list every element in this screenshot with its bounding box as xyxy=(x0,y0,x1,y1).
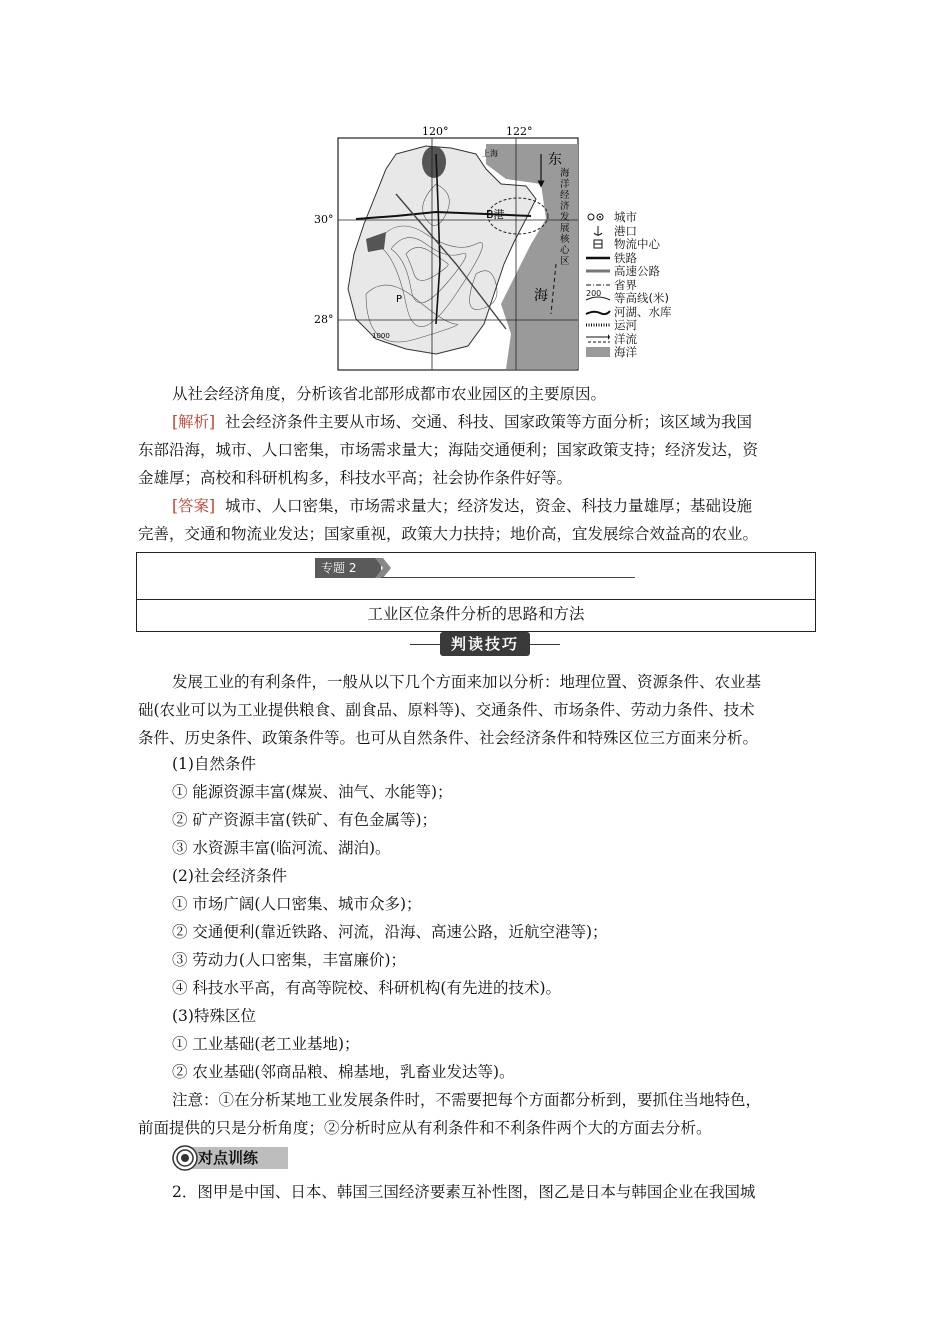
legend-label: 海洋 xyxy=(614,345,637,359)
list-item: ④ 科技水平高，有高等院校、科研机构(有先进的技术)。 xyxy=(172,979,562,997)
note-line-1: 注意：①在分析某地工业发展条件时，不需要把每个方面都分析到，要抓住当地特色， xyxy=(172,1091,762,1109)
legend-label: 铁路 xyxy=(614,250,637,265)
legend-label: 物流中心 xyxy=(614,237,660,251)
list-item: ② 矿产资源丰富(铁矿、有色金属等)； xyxy=(172,811,438,829)
list-item: ① 能源资源丰富(煤炭、油气、水能等)； xyxy=(172,783,453,801)
topic-rule xyxy=(381,577,635,578)
list-item: (2)社会经济条件 xyxy=(172,867,287,885)
legend-contour-value: 200 xyxy=(586,289,602,298)
legend-label: 等高线(米) xyxy=(614,291,669,305)
list-item: ② 农业基础(邻商品粮、棉基地，乳畜业发达等)。 xyxy=(172,1063,515,1081)
highway-icon xyxy=(586,265,610,277)
current-icon xyxy=(586,333,610,345)
legend-label: 高速公路 xyxy=(614,264,660,278)
legend-label: 运河 xyxy=(614,318,637,332)
skill-header xyxy=(410,632,560,658)
training-header-label: 对点训练 xyxy=(186,1147,288,1169)
canal-icon xyxy=(586,319,610,331)
intro-line-2: 础(农业可以为工业提供粮食、副食品、原料等)、交通条件、市场条件、劳动力条件、技术 xyxy=(138,701,755,719)
legend-label: 城市 xyxy=(614,210,637,224)
analysis-line-3: 金雄厚；高校和科研机构多，科技水平高；社会协作条件好等。 xyxy=(138,469,573,487)
svg-text:发: 发 xyxy=(560,212,570,223)
label-p: P xyxy=(396,294,403,305)
label-contour-value: 1000 xyxy=(372,332,390,340)
legend-label: 港口 xyxy=(614,223,637,238)
topic-box xyxy=(136,552,816,632)
list-item: (3)特殊区位 xyxy=(172,1007,256,1025)
svg-text:海: 海 xyxy=(560,168,570,179)
port-icon xyxy=(586,225,610,237)
legend-label: 洋流 xyxy=(614,331,637,346)
header-rule-left xyxy=(410,644,440,645)
answer-line-1 xyxy=(172,494,752,516)
list-item: (1)自然条件 xyxy=(172,755,256,773)
river-lake-icon xyxy=(586,306,610,318)
training-header xyxy=(172,1145,290,1171)
analysis-text: 社会经济条件主要从市场、交通、科技、国家政策等方面分析；该区域为我国 xyxy=(224,413,752,431)
logistics-icon xyxy=(586,238,610,250)
skill-header-label: 判读技巧 xyxy=(440,632,530,656)
list-item: ① 市场广阔(人口密集、城市众多)； xyxy=(172,895,422,913)
topic-divider xyxy=(137,599,815,600)
intro-line-3: 条件、历史条件、政策条件等。也可从自然条件、社会经济条件和特殊区位三方面来分析。 xyxy=(138,729,759,747)
city-icon xyxy=(586,211,610,223)
svg-text:心: 心 xyxy=(560,245,570,256)
label-shanghai: 上海 xyxy=(482,149,498,158)
svg-text:区: 区 xyxy=(560,256,570,267)
lon-label-122: 122° xyxy=(506,125,533,138)
list-item: ③ 劳动力(人口密集，丰富廉价)； xyxy=(172,951,407,969)
answer-tag: [答案] xyxy=(172,497,216,515)
svg-text:经: 经 xyxy=(560,190,570,201)
header-rule-right xyxy=(530,644,560,645)
topic-badge-chevron xyxy=(375,558,393,578)
topic-badge: 专题 2 xyxy=(315,558,381,578)
answer-line-2: 完善，交通和物流业发达；国家重视，政策大力扶持；地价高，宜发展综合效益高的农业。 xyxy=(138,525,759,543)
analysis-tag: [解析] xyxy=(172,413,216,431)
lat-label-30: 30° xyxy=(314,213,334,226)
analysis-line-2: 东部沿海，城市、人口密集，市场需求量大；海陆交通便利；国家政策支持；经济发达，资 xyxy=(138,441,759,459)
core-zone-label xyxy=(560,167,570,267)
question-2-text: 2．图甲是中国、日本、韩国三国经济要素互补性图，图乙是日本与韩国企业在我国城 xyxy=(172,1183,756,1201)
topic-title: 工业区位条件分析的思路和方法 xyxy=(367,605,585,623)
label-sea: 海 xyxy=(534,288,548,304)
lake xyxy=(422,146,446,178)
svg-text:洋: 洋 xyxy=(560,179,570,190)
province-map-figure xyxy=(314,124,672,372)
legend-label: 省界 xyxy=(614,277,637,292)
note-line-2: 前面提供的只是分析角度；②分析时应从有利条件和不利条件两个大的方面去分析。 xyxy=(138,1119,712,1137)
legend-label: 河湖、水库 xyxy=(614,304,672,319)
lon-label-120: 120° xyxy=(422,125,449,138)
question-text: 从社会经济角度，分析该省北部形成都市农业园区的主要原因。 xyxy=(172,385,607,403)
intro-line-1: 发展工业的有利条件，一般从以下几个方面来加以分析：地理位置、资源条件、农业基 xyxy=(172,673,762,691)
lat-label-28: 28° xyxy=(314,313,334,326)
map-legend xyxy=(586,210,672,370)
svg-text:济: 济 xyxy=(560,201,570,212)
svg-text:核: 核 xyxy=(560,234,570,245)
label-port-b: B港 xyxy=(486,208,505,221)
svg-text:展: 展 xyxy=(560,223,570,234)
answer-text: 城市、人口密集，市场需求量大；经济发达，资金、科技力量雄厚；基础设施 xyxy=(224,497,752,515)
analysis-line-1 xyxy=(172,410,752,432)
list-item: ① 工业基础(老工业基地)； xyxy=(172,1035,360,1053)
target-icon xyxy=(172,1145,198,1171)
label-east: 东 xyxy=(548,152,562,168)
list-item: ② 交通便利(靠近铁路、河流，沿海、高速公路，近航空港等)； xyxy=(172,923,608,941)
railway-icon xyxy=(586,252,610,264)
ocean-icon xyxy=(586,346,610,358)
list-item: ③ 水资源丰富(临河流、湖泊)。 xyxy=(172,839,391,857)
